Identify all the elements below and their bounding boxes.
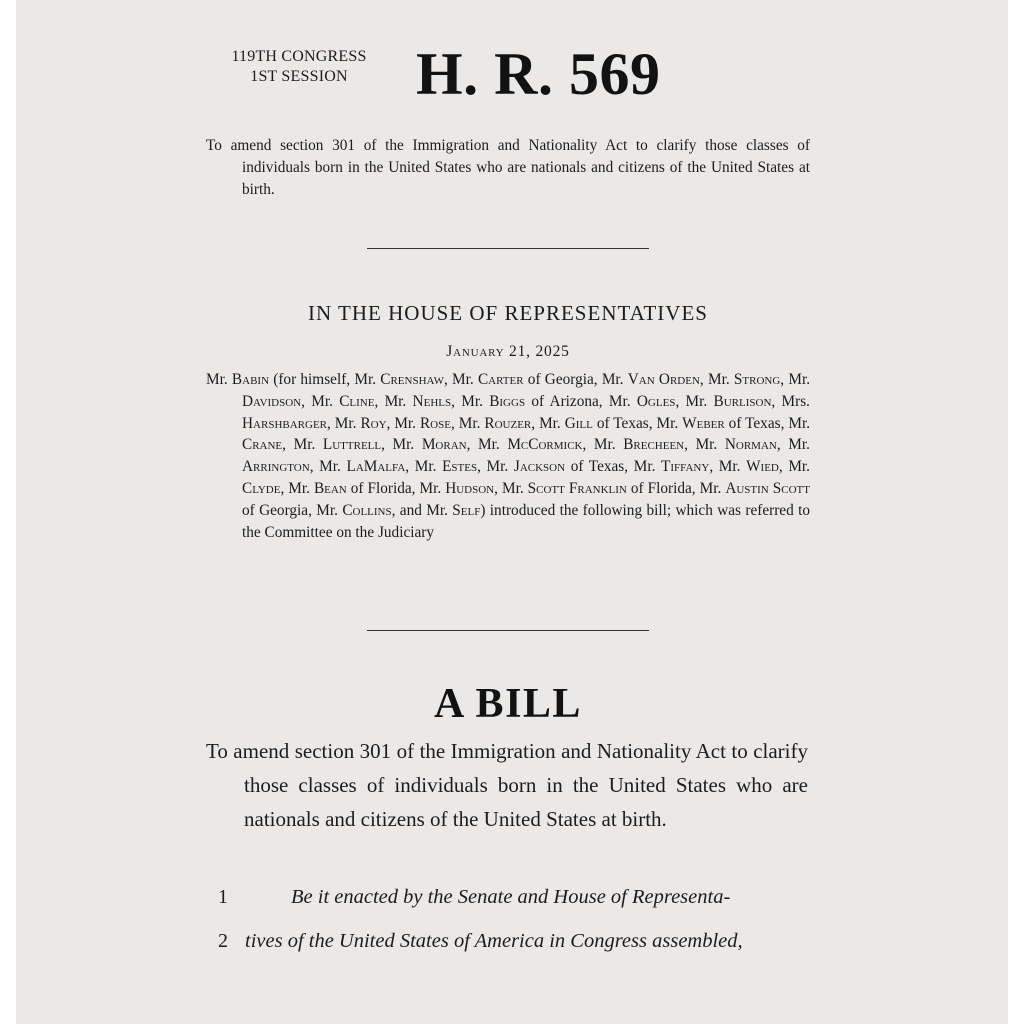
bill-heading: A BILL [434,681,582,727]
sponsor-name: Rouzer [484,414,532,432]
sponsor-text: , Mr. [280,479,314,497]
sponsor-name: Norman [724,436,777,454]
bill-number: H. R. 569 [416,41,661,107]
sponsor-text: of Texas, Mr. [724,414,811,432]
sponsor-text: Mr. [206,371,232,388]
sponsor-name: Tiffany [661,458,710,476]
sponsor-text: of Georgia, Mr. [242,501,343,519]
enacting-clause-line-1: Be it enacted by the Senate and House of Representa- [291,886,731,908]
sponsor-name: Brecheen [623,436,685,454]
sponsor-name: Self [452,501,481,519]
sponsor-name: Davidson [242,392,302,410]
introduction-date: January 21, 2025 [446,343,570,360]
sponsor-name: LaMalfa [346,458,406,476]
sponsor-text: , Mr. [443,371,478,388]
sponsor-name: Weber [682,414,725,432]
sponsor-name: Carter [477,371,524,388]
sponsor-name: Rose [419,414,451,432]
divider-bottom [367,630,649,631]
sponsor-text: , and Mr. [391,501,453,519]
sponsor-text: , Mr. [477,458,514,476]
sponsor-text: of Arizona, Mr. [525,392,637,410]
short-title: To amend section 301 of the Immigration and Nationality Act to clarify those classes of individuals born in the United States who are nationals and citizens of the United States at birth. [206,137,810,198]
sponsor-name: Gill [564,414,593,432]
sponsor-name: Van Orden [627,371,700,388]
congress-session [206,47,392,87]
sponsor-name: Luttrell [322,436,382,454]
sponsor-name: Burlison [713,392,772,410]
sponsor-text: , Mr. [466,436,508,454]
sponsor-name: Cline [339,392,375,410]
sponsor-text: of Florida, Mr. [626,479,726,497]
sponsor-name: Hudson [445,479,495,497]
line-number-1: 1 [218,886,228,908]
sponsor-text: , Mrs. [771,392,810,410]
bill-page [16,0,1008,1024]
sponsor-name: Babin [231,371,270,388]
sponsor-text: , Mr. [699,371,734,388]
sponsor-name: Harshbarger [242,414,328,432]
sponsor-name: Biggs [489,392,526,410]
sponsor-text: , Mr. [381,436,422,454]
sponsor-name: Jackson [513,458,566,476]
sponsor-text: , Mr. [309,458,347,476]
sponsor-name: Bean [313,479,347,497]
sponsor-text: , Mr. [531,414,565,432]
sponsor-text: (for himself, Mr. [269,371,381,388]
sponsor-text: of Texas, Mr. [565,458,662,476]
sponsor-text: , Mr. [450,414,485,432]
sponsor-name: Arrington [242,458,310,476]
sponsor-name: Crane [242,436,283,454]
sponsor-text: ) introduced the following bill; which was referred to the Committee on the Judiciary [242,501,810,541]
sponsor-text: , Mr. [451,392,490,410]
sponsor-text: of Texas, Mr. [592,414,683,432]
line-number-2: 2 [218,930,228,952]
sponsor-name: Collins [342,501,392,519]
sponsor-name: Austin Scott [725,479,810,497]
session-label: 1ST SESSION [250,68,348,85]
sponsor-text: of Florida, Mr. [346,479,446,497]
sponsor-text: , Mr. [301,392,340,410]
divider-top [367,248,649,249]
sponsor-text: , Mr. [582,436,624,454]
congress-label: 119TH CONGRESS [231,48,367,65]
sponsor-text: , Mr. [282,436,323,454]
sponsor-text: , Mr. [386,414,420,432]
sponsors-paragraph [206,369,810,543]
sponsor-text: , Mr. [494,479,528,497]
sponsor-name: Clyde [242,479,281,497]
sponsor-text: , Mr. [405,458,443,476]
sponsor-name: Ogles [636,392,676,410]
sponsor-name: Strong [733,371,781,388]
sponsor-name: Nehls [412,392,452,410]
sponsor-name: Moran [421,436,467,454]
sponsor-name: Scott Franklin [527,479,627,497]
chamber-heading: IN THE HOUSE OF REPRESENTATIVES [308,301,708,325]
sponsor-text: , Mr. [374,392,413,410]
sponsor-text: , Mr. [675,392,714,410]
sponsor-text: , Mr. [776,436,810,454]
sponsor-text: of Georgia, Mr. [523,371,628,388]
sponsor-name: McCormick [507,436,583,454]
sponsor-name: Roy [360,414,387,432]
sponsor-text: , Mr. [780,371,811,388]
enacting-clause-line-2: tives of the United States of America in Congress assembled, [245,930,743,952]
sponsor-text: , Mr. [778,458,810,476]
sponsor-text: , Mr. [684,436,725,454]
sponsor-text: , Mr. [709,458,747,476]
long-title: To amend section 301 of the Immigration and Nationality Act to clarify those classes of individuals born in the United States who are nationals and citizens of the United States at birth. [206,739,808,831]
sponsor-name: Wied [746,458,779,476]
sponsor-name: Crenshaw [380,371,444,388]
sponsor-name: Estes [442,458,478,476]
sponsor-text: , Mr. [327,414,361,432]
